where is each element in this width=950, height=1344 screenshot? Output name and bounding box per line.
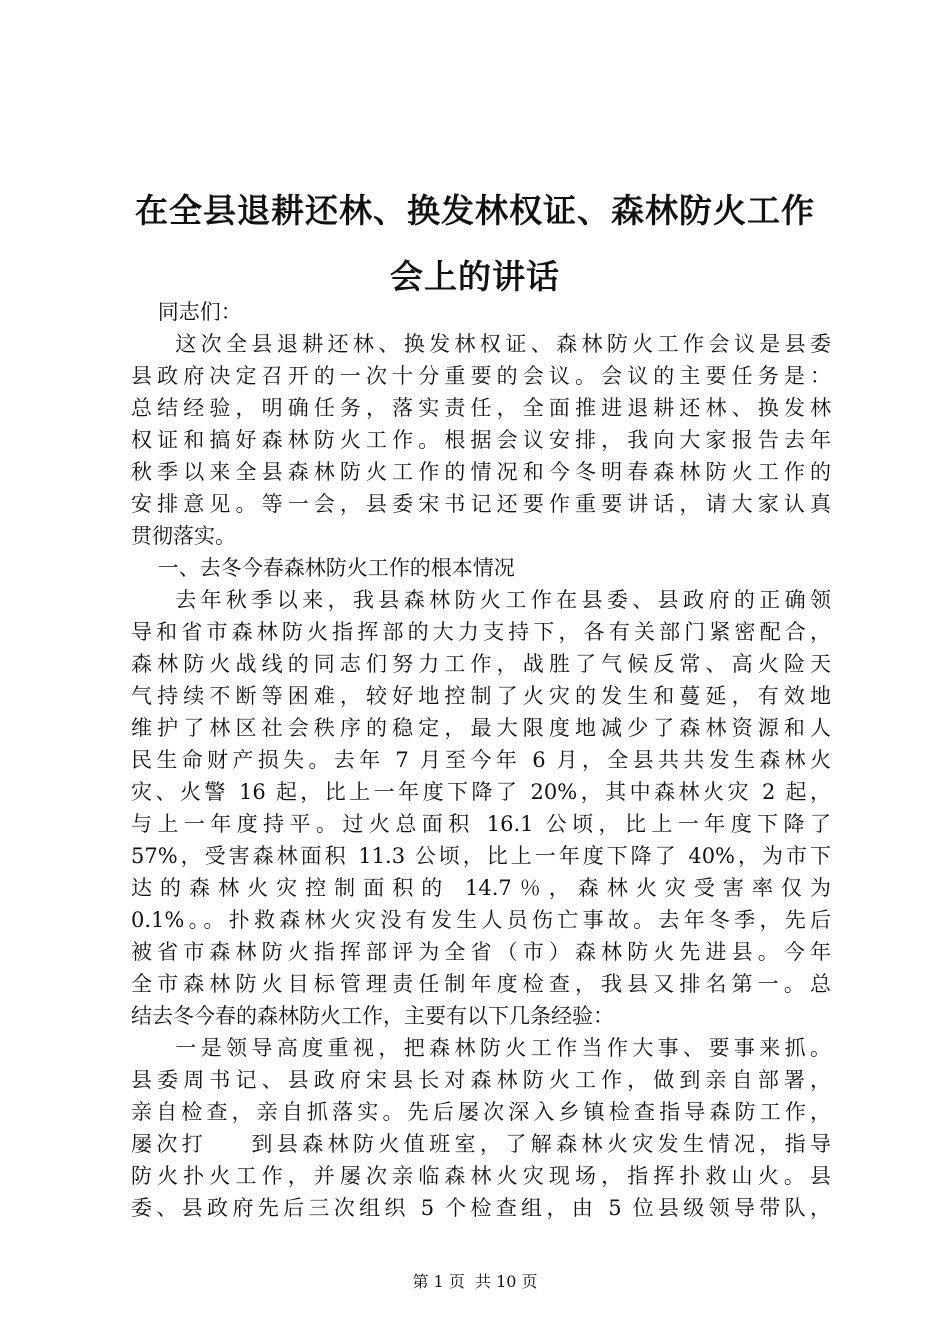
title-line-2: 会上的讲话 — [390, 257, 560, 296]
body-line: 导和省市森林防火指挥部的大力支持下，各有关部门紧密配合， — [131, 620, 831, 644]
body-line: 气持续不断等困难，较好地控制了火灾的发生和蔓延，有效地 — [131, 684, 831, 708]
salutation: 同志们： — [131, 300, 242, 324]
body-line: 被省市森林防火指挥部评为全省（市）森林防火先进县。今年 — [131, 940, 831, 964]
section-heading: 一、去冬今春森林防火工作的根本情况 — [131, 556, 515, 580]
body-line: 防火扑火工作，并屡次亲临森林火灾现场，指挥扑救山火。县 — [131, 1164, 831, 1188]
body-line: 屡次打 到县森林防火值班室，了解森林火灾发生情况，指导 — [131, 1132, 831, 1156]
body-line: 森林防火战线的同志们努力工作，战胜了气候反常、高火险天 — [131, 652, 831, 676]
body-line: 县政府决定召开的一次十分重要的会议。会议的主要任务是： — [131, 364, 831, 388]
body-line: 总结经验，明确任务，落实责任，全面推进退耕还林、换发林 — [131, 396, 831, 420]
document-title — [110, 178, 840, 310]
body-line: 权证和搞好森林防火工作。根据会议安排，我向大家报告去年 — [131, 428, 831, 452]
body-line: 这次全县退耕还林、换发林权证、森林防火工作会议是县委 — [131, 332, 831, 356]
document-body — [131, 296, 831, 1224]
body-line: 民生命财产损失。去年 7 月至今年 6 月，全县共共发生森林火 — [131, 748, 831, 772]
body-line: 贯彻落实。 — [131, 524, 236, 548]
body-line: 秋季以来全县森林防火工作的情况和今冬明春森林防火工作的 — [131, 460, 831, 484]
body-line: 0.1%。。扑救森林火灾没有发生人员伤亡事故。去年冬季，先后 — [131, 908, 831, 932]
body-line: 全市森林防火目标管理责任制年度检查，我县又排名第一。总 — [131, 972, 831, 996]
body-line: 安排意见。等一会，县委宋书记还要作重要讲话，请大家认真 — [131, 492, 831, 516]
body-line: 57%，受害森林面积 11.3 公顷，比上一年度下降了 40%，为市下 — [131, 844, 831, 868]
body-line: 去年秋季以来，我县森林防火工作在县委、县政府的正确领 — [131, 588, 831, 612]
body-line: 维护了林区社会秩序的稳定，最大限度地减少了森林资源和人 — [131, 716, 831, 740]
body-line: 亲自检查，亲自抓落实。先后屡次深入乡镇检查指导森防工作， — [131, 1100, 831, 1124]
body-line: 委、县政府先后三次组织 5 个检查组，由 5 位县级领导带队， — [131, 1196, 831, 1220]
title-line-1: 在全县退耕还林、换发林权证、森林防火工作 — [135, 191, 815, 230]
body-line: 与上一年度持平。过火总面积 16.1 公顷，比上一年度下降了 — [131, 812, 831, 836]
body-line: 灾、火警 16 起，比上一年度下降了 20%，其中森林火灾 2 起， — [131, 780, 831, 804]
body-line: 县委周书记、县政府宋县长对森林防火工作，做到亲自部署， — [131, 1068, 831, 1092]
body-line: 达的森林火灾控制面积的 14.7％，森林火灾受害率仅为 — [131, 876, 831, 900]
body-line: 一是领导高度重视，把森林防火工作当作大事、要事来抓。 — [131, 1036, 831, 1060]
body-line: 结去冬今春的森林防火工作，主要有以下几条经验： — [131, 1004, 614, 1028]
page-number-footer: 第 1 页 共 10 页 — [412, 1272, 538, 1291]
